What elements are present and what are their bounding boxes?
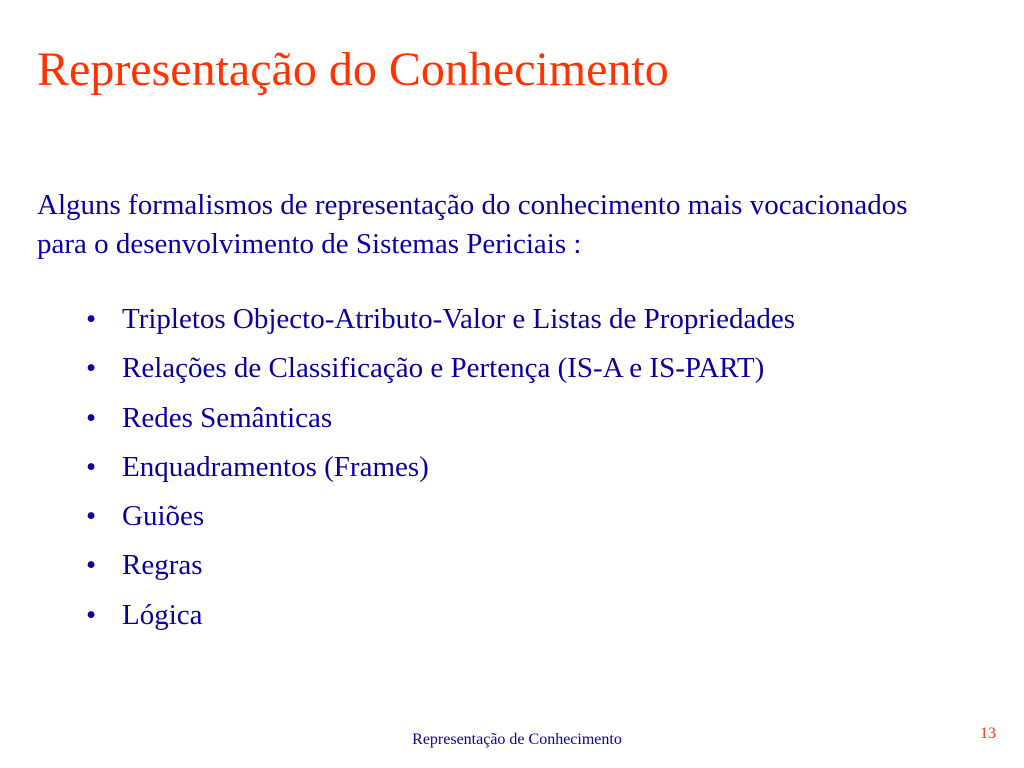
page-number: 13 (980, 725, 996, 742)
bullet-icon: • (86, 352, 97, 385)
list-item (86, 541, 795, 590)
bullet-list (86, 295, 795, 640)
intro-paragraph: Alguns formalismos de representação do conhecimento mais vocacionados para o desenvolvimento de Sistemas Periciais : (37, 189, 908, 260)
bullet-text: Guiões (122, 500, 205, 533)
list-item (86, 295, 795, 344)
bullet-icon: • (86, 598, 97, 631)
bullet-text: Lógica (122, 598, 203, 631)
bullet-text: Relações de Classificação e Pertença (IS-A e IS-PART) (122, 352, 765, 385)
slide-title: Representação do Conhecimento (37, 43, 669, 96)
bullet-icon: • (86, 401, 97, 434)
bullet-icon: • (86, 450, 97, 483)
bullet-text: Regras (122, 549, 203, 582)
bullet-icon: • (86, 500, 97, 533)
bullet-icon: • (86, 303, 97, 335)
bullet-text: Enquadramentos (Frames) (122, 450, 429, 483)
bullet-icon: • (86, 549, 97, 582)
list-item (86, 344, 795, 393)
list-item (86, 591, 795, 640)
list-item (86, 492, 795, 541)
bullet-text: Tripletos Objecto-Atributo-Valor e Listas de Propriedades (122, 303, 796, 335)
bullet-text: Redes Semânticas (122, 401, 333, 434)
slide-footer: Representação de Conhecimento (412, 731, 622, 748)
list-item (86, 443, 795, 492)
list-item (86, 394, 795, 443)
